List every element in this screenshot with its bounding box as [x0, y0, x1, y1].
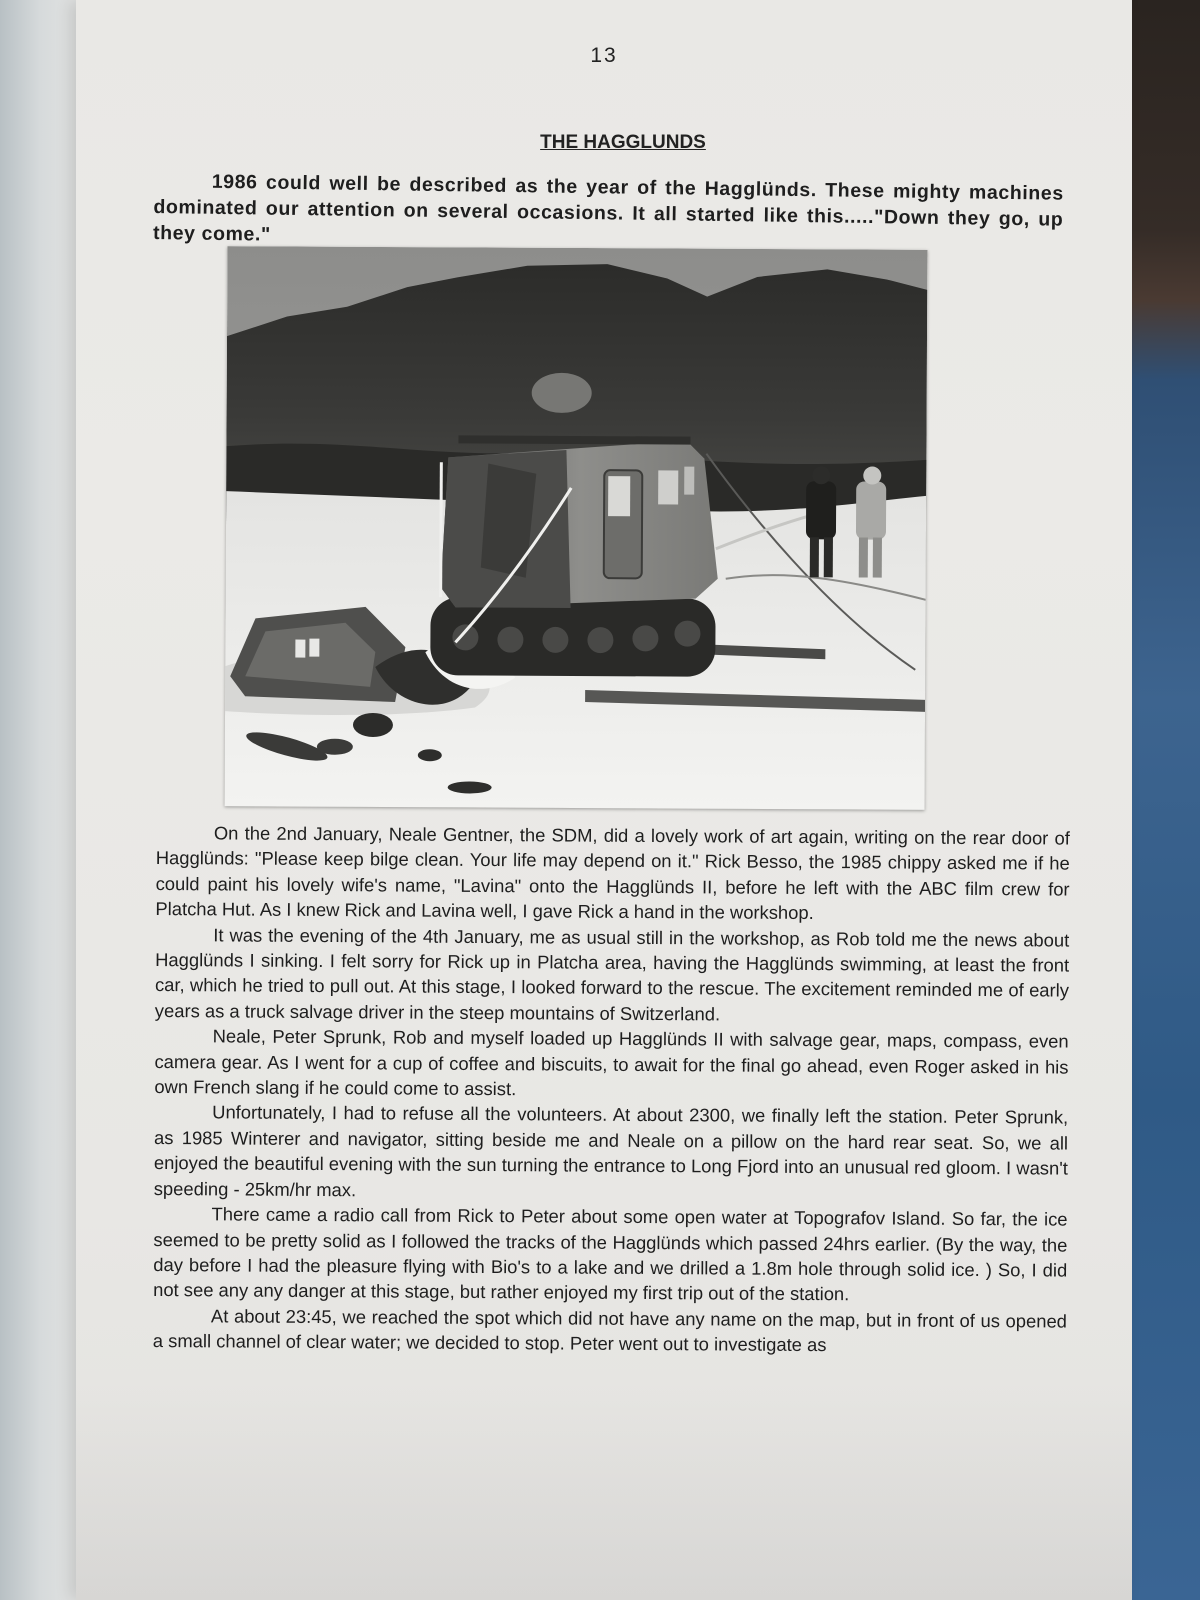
photo-image	[225, 246, 928, 810]
background-fabric	[1120, 0, 1200, 1600]
page-title: THE HAGGLUNDS	[540, 132, 706, 153]
paragraph: It was the evening of the 4th January, me as usual still in the workshop, as Rob told me the news about Hagglünds I sinking. I felt sorry for Rick up in Platcha area, having the Hagglünds swimming, at least the front car, which he tried to pull out. At this stage, I looked forward to the rescue. The excitement reminded me of early years as a truck salvage driver in the steep mountains of Switzerland.	[154, 923, 1070, 1025]
page-number: 13	[590, 44, 618, 67]
paragraph: There came a radio call from Rick to Peter about some open water at Topografov Island. So far, the ice seemed to be pretty solid as I followed the tracks of the Hagglünds which passed 24hrs earlier. (By the way, the day before I had the pleasure flying with Bio's to a lake and we drilled a 1.8m hole through solid ice. ) So, I did not see any any danger at this stage, but rather enjoyed my first trip out of the station.	[153, 1203, 1068, 1305]
paragraph: On the 2nd January, Neale Gentner, the SDM, did a lovely work of art again, writing on the rear door of Hagglünds: "Please keep bilge clean. Your life may depend on it." Rick Besso, the 1985 chippy asked me if he could paint his lovely wife's name, "Lavina" onto the Hagglünds II, before he left with the ABC film crew for Platcha Hut. As I knew Rick and Lavina well, I gave Rick a hand in the workshop.	[155, 822, 1070, 924]
intro-paragraph: 1986 could well be described as the year of the Hagglünds. These mighty machines dominated our attention on several occasions. It all started like this....."Down they go, up they come."	[152, 170, 1064, 246]
photo-hagglunds	[225, 246, 928, 810]
document-page	[76, 0, 1132, 1600]
paragraph: Neale, Peter Sprunk, Rob and myself loaded up Hagglünds II with salvage gear, maps, compass, even camera gear. As I went for a cup of coffee and biscuits, to await for the final go ahead, even Roger asked in his own French slang if he could come to assist.	[154, 1025, 1069, 1100]
paragraph: Unfortunately, I had to refuse all the volunteers. At about 2300, we finally left the station. Peter Sprunk, as 1985 Winterer and navigator, sitting beside me and Neale on a pillow on the hard rear seat. So, we all enjoyed the beautiful evening with the sun turning the entrance to Long Fjord into an unusual red gloom. I wasn't speeding - 25km/hr max.	[153, 1101, 1069, 1200]
article-body	[153, 820, 1070, 1359]
paragraph: At about 23:45, we reached the spot which did not have any name on the map, but in front of us opened a small channel of clear water; we decided to stop. Peter went out to investigate as	[152, 1305, 1068, 1356]
